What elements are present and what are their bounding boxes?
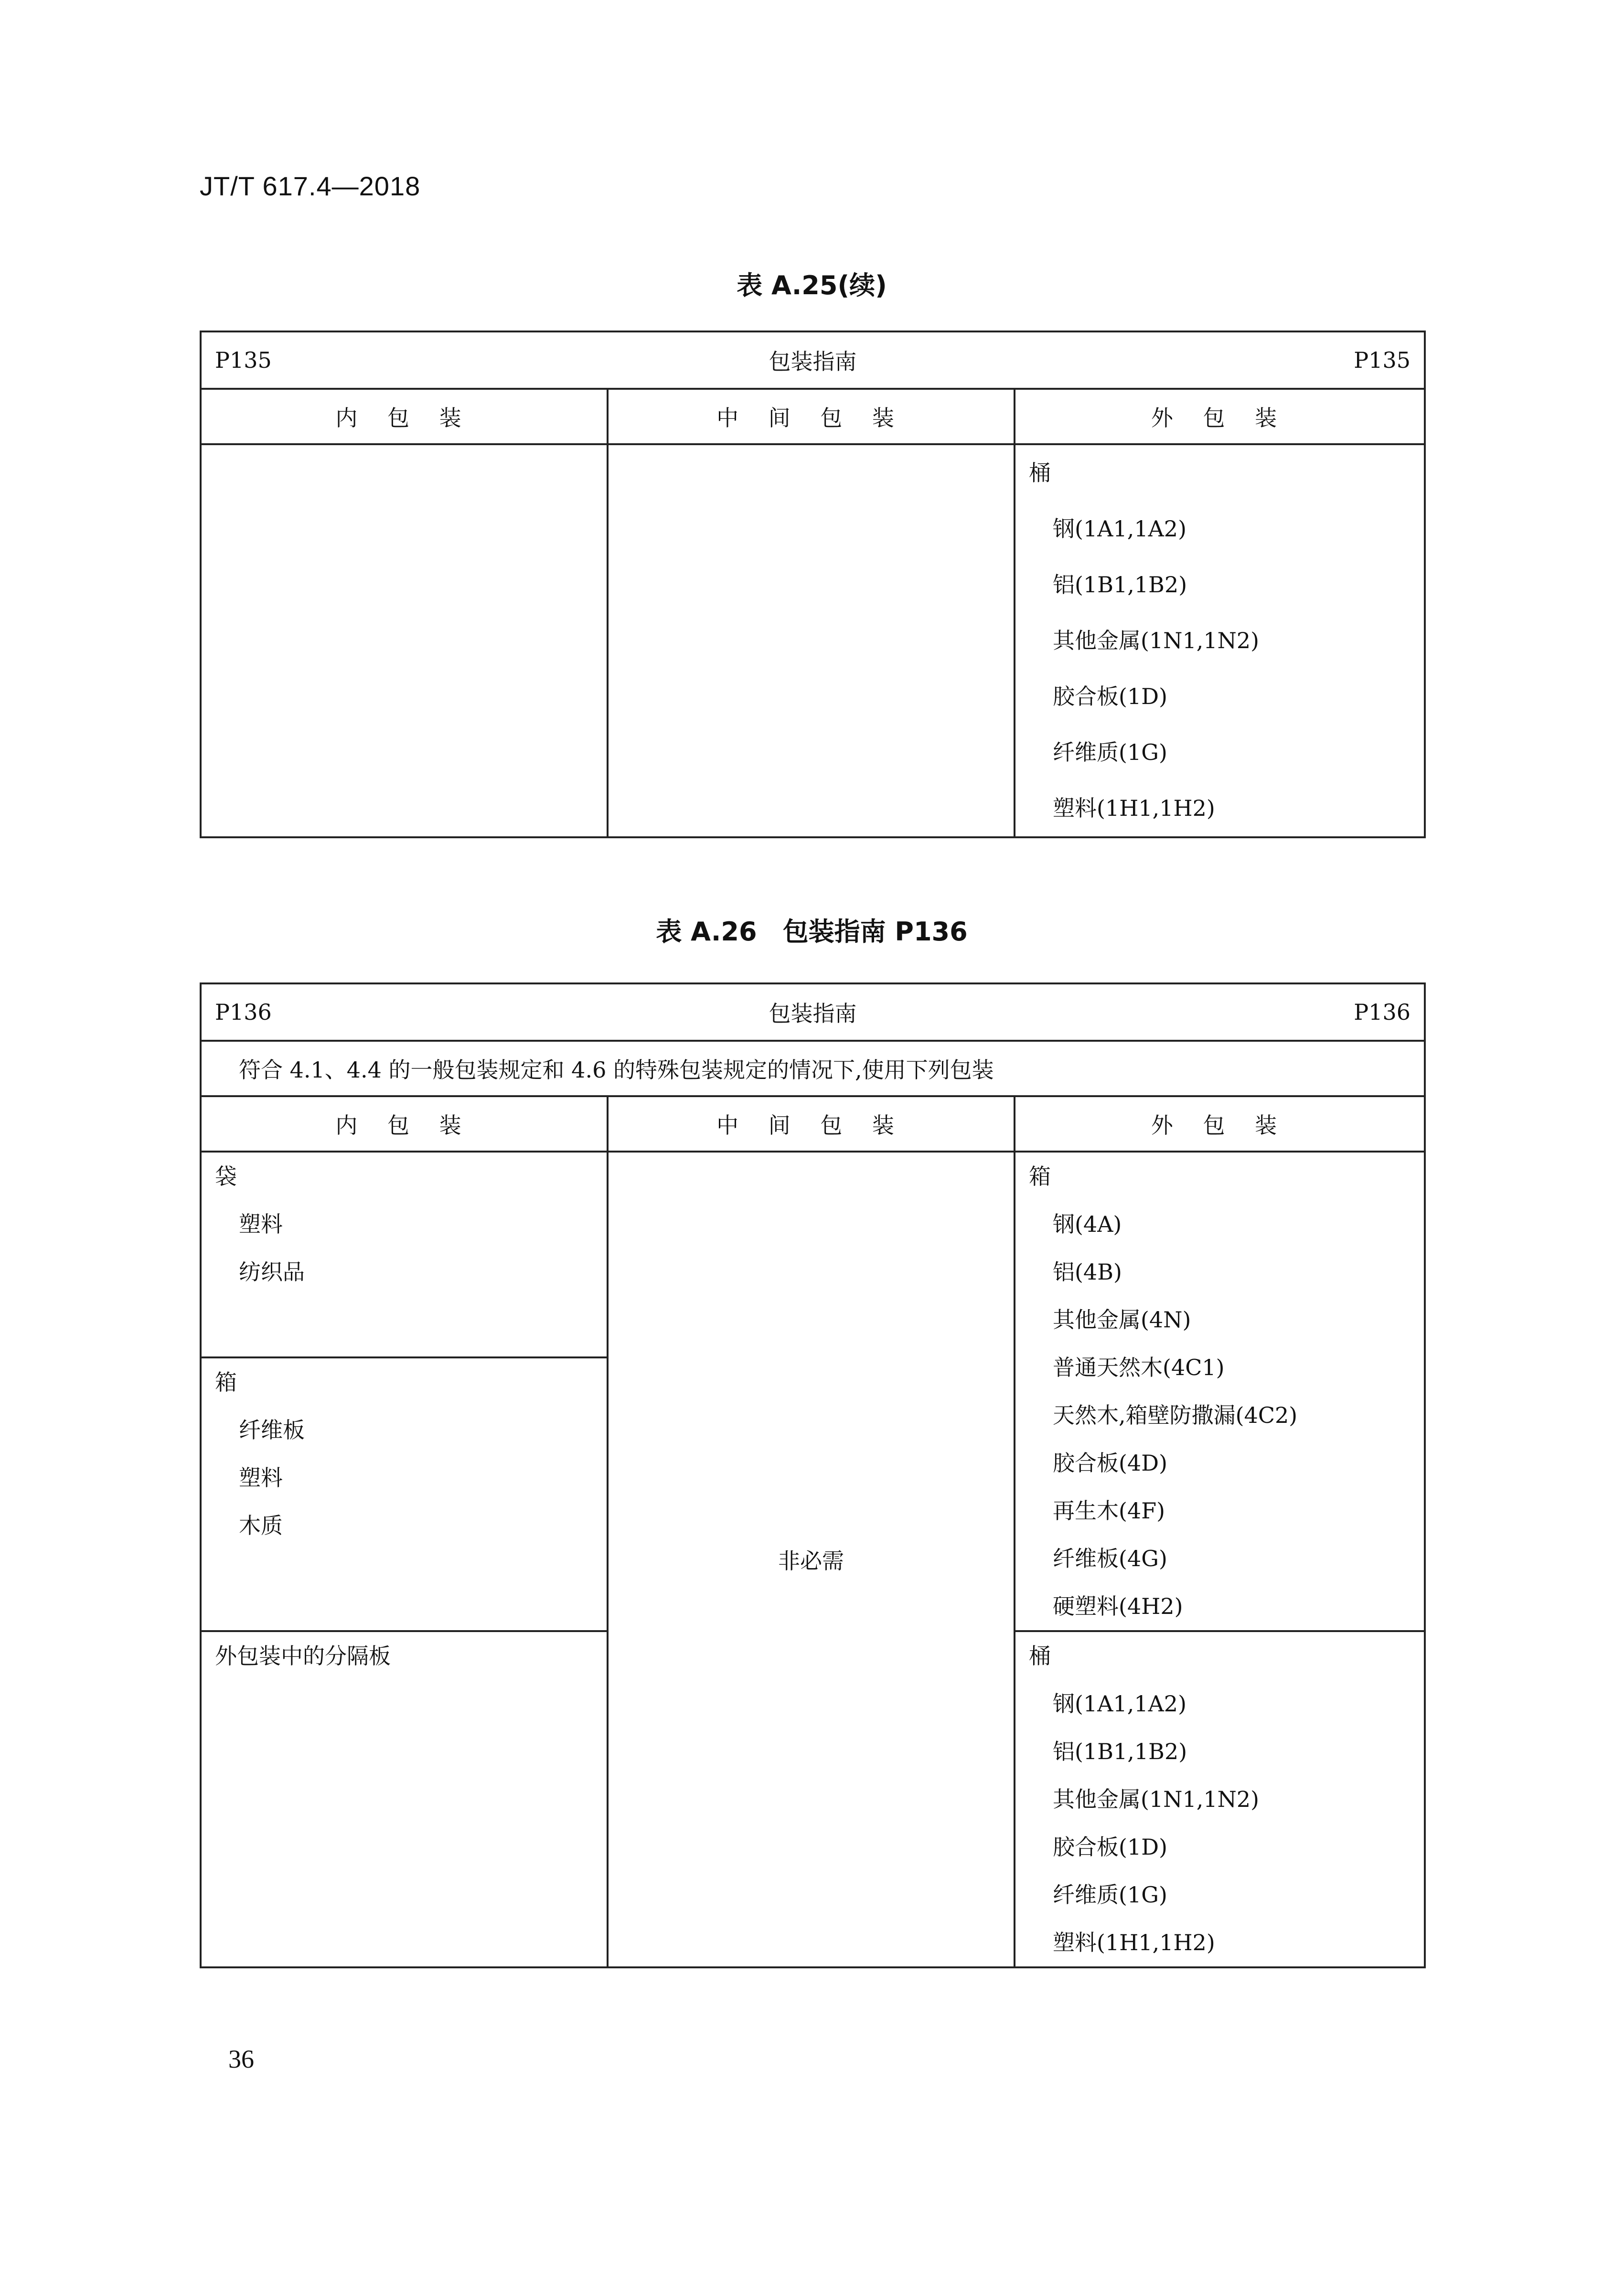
- list-item: 钢(4A): [1053, 1211, 1122, 1237]
- outer-drums-cell: [1015, 1631, 1425, 1967]
- list-item: 箱: [1029, 1164, 1051, 1189]
- list-item: 塑料: [239, 1465, 283, 1491]
- list-item: 桶: [1029, 1643, 1051, 1669]
- list-item: 纺织品: [239, 1259, 305, 1285]
- list-item: 纤维板(4G): [1053, 1546, 1167, 1571]
- list-item: 天然木,箱壁防撒漏(4C2): [1053, 1402, 1298, 1428]
- list-item: 其他金属(1N1,1N2): [1053, 1786, 1260, 1812]
- list-item: 胶合板(1D): [1053, 683, 1168, 709]
- table-title: 包装指南: [769, 1001, 857, 1026]
- list-item: 普通天然木(4C1): [1053, 1355, 1225, 1380]
- list-item: 塑料(1H1,1H2): [1053, 795, 1215, 821]
- list-item: 袋: [215, 1164, 237, 1189]
- list-item: 纤维质(1G): [1053, 739, 1167, 765]
- column-header-inner: 内 包 装: [201, 389, 608, 444]
- list-item: 胶合板(1D): [1053, 1834, 1168, 1860]
- intermediate-packaging-cell: 非必需: [608, 1152, 1015, 1967]
- instruction-code-left: P136: [215, 999, 272, 1025]
- instruction-code-left: P135: [215, 347, 272, 373]
- list-item: 铝(1B1,1B2): [1053, 1739, 1187, 1764]
- list-item: 铝(4B): [1053, 1259, 1122, 1285]
- list-item: 箱: [215, 1369, 237, 1396]
- list-item: 再生木(4F): [1053, 1498, 1165, 1524]
- list-item: 纤维板: [239, 1417, 305, 1443]
- general-provisions-note: 符合 4.1、4.4 的一般包装规定和 4.6 的特殊包装规定的情况下,使用下列包装: [201, 1041, 1425, 1096]
- table-a26-caption: 表 A.26 包装指南 P136: [656, 917, 968, 947]
- column-header-outer: 外 包 装: [1015, 389, 1425, 444]
- inner-dividers-cell: [201, 1631, 608, 1967]
- list-item: 其他金属(4N): [1053, 1307, 1191, 1333]
- list-item: 硬塑料(4H2): [1053, 1593, 1183, 1619]
- document-code: JT/T 617.4—2018: [200, 171, 421, 201]
- list-item: 桶: [1029, 460, 1051, 486]
- list-item: 其他金属(1N1,1N2): [1053, 628, 1260, 653]
- list-item: 塑料(1H1,1H2): [1053, 1930, 1215, 1955]
- table-title: 包装指南: [769, 349, 857, 374]
- list-item: 钢(1A1,1A2): [1053, 1691, 1187, 1717]
- instruction-code-right: P136: [1354, 999, 1411, 1025]
- inner-cell-empty: [201, 444, 608, 837]
- list-item: 铝(1B1,1B2): [1053, 572, 1187, 598]
- table-a25-caption: 表 A.25(续): [737, 270, 887, 300]
- column-header-inner: 内 包 装: [201, 1096, 608, 1152]
- list-item: 纤维质(1G): [1053, 1882, 1167, 1908]
- table-a25: [200, 331, 1426, 838]
- table-a25-header: [201, 331, 1425, 389]
- list-item: 塑料: [239, 1211, 283, 1237]
- inner-boxes-cell: [201, 1357, 608, 1631]
- list-item: 外包装中的分隔板: [215, 1643, 391, 1669]
- table-a26: [200, 982, 1426, 1968]
- table-a26-header: [201, 983, 1425, 1041]
- column-header-outer: 外 包 装: [1015, 1096, 1425, 1152]
- column-header-middle: 中 间 包 装: [608, 389, 1015, 444]
- list-item: 胶合板(4D): [1053, 1450, 1168, 1476]
- list-item: 木质: [239, 1513, 283, 1539]
- inner-bags-cell: [201, 1152, 608, 1357]
- instruction-code-right: P135: [1354, 347, 1411, 373]
- page-number: 36: [228, 2045, 254, 2073]
- middle-cell-empty: [608, 444, 1015, 837]
- list-item: 钢(1A1,1A2): [1053, 516, 1187, 542]
- column-header-middle: 中 间 包 装: [608, 1096, 1015, 1152]
- outer-boxes-cell: [1015, 1152, 1425, 1631]
- outer-packaging-cell: [1015, 444, 1425, 837]
